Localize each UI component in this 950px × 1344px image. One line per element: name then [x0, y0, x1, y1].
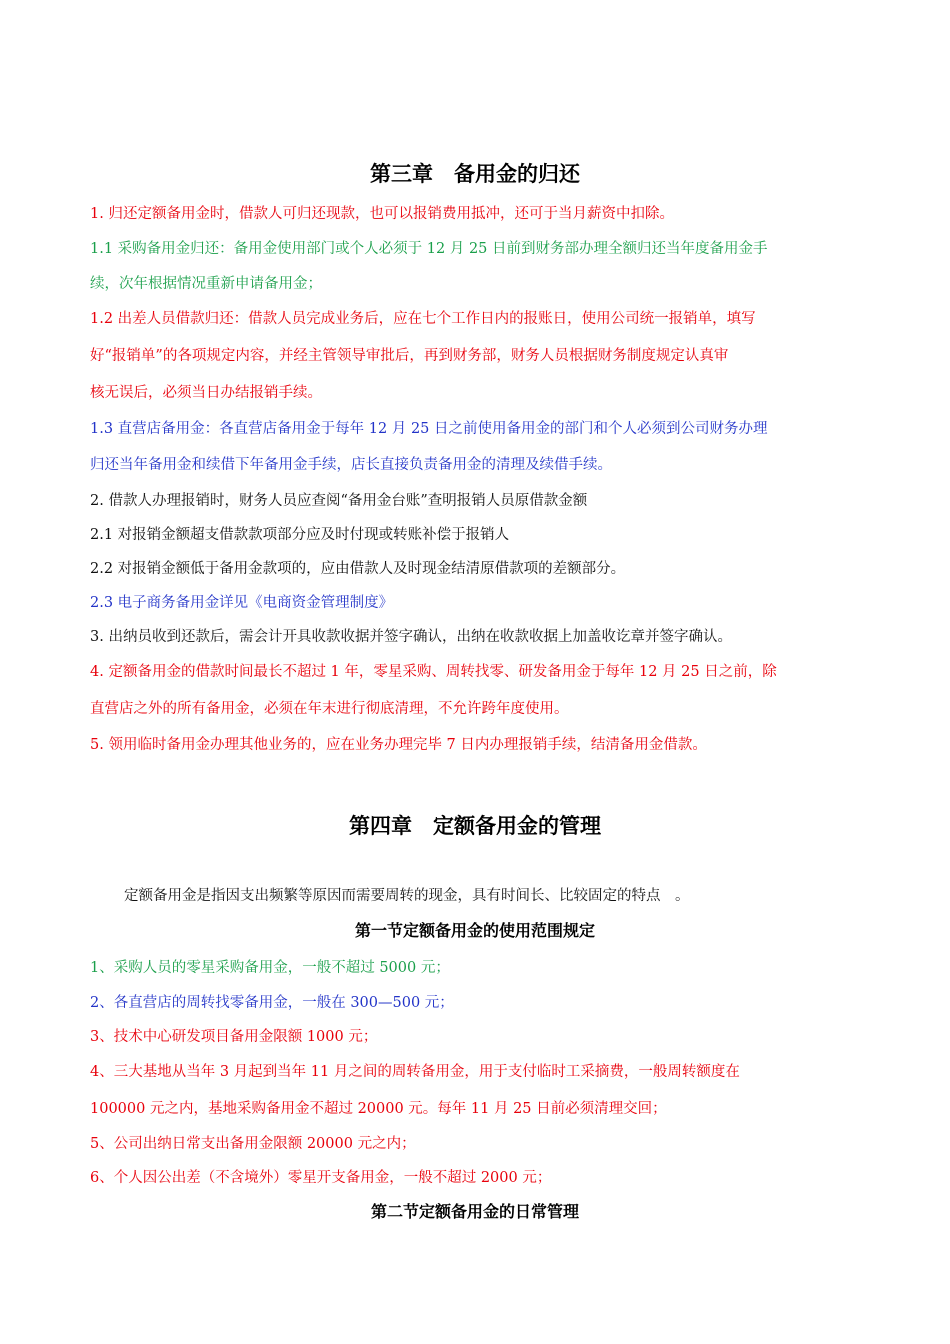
chapter-4-title: 第四章 定额备用金的管理	[349, 814, 601, 838]
paragraph-1-2-line-2: 好“报销单”的各项规定内容，并经主管领导审批后，再到财务部，财务人员根据财务制度规定认真审	[90, 348, 729, 364]
paragraph-2-2: 2.2 对报销金额低于备用金款项的，应由借款人及时现金结清原借款项的差额部分。	[90, 561, 626, 577]
scope-item-4-line-2: 100000 元之内，基地采购备用金不超过 20000 元。每年 11 月 25 日前必须清理交回；	[90, 1101, 667, 1117]
paragraph-1: 1. 归还定额备用金时，借款人可归还现款，也可以报销费用抵冲，还可于当月薪资中扣除。	[90, 206, 674, 222]
scope-item-5: 5、公司出纳日常支出备用金限额 20000 元之内；	[90, 1136, 416, 1152]
paragraph-4-line-2: 直营店之外的所有备用金，必须在年末进行彻底清理，不允许跨年度使用。	[90, 701, 569, 717]
scope-item-1: 1、采购人员的零星采购备用金，一般不超过 5000 元；	[90, 960, 450, 976]
section-2-title: 第二节定额备用金的日常管理	[370, 1202, 579, 1221]
paragraph-1-3-line-2: 归还当年备用金和续借下年备用金手续，店长直接负责备用金的清理及续借手续。	[90, 457, 612, 473]
paragraph-1-2-line-1: 1.2 出差人员借款归还：借款人员完成业务后，应在七个工作日内的报账日，使用公司统一报销单，填写	[90, 311, 756, 327]
scope-item-4-line-1: 4、三大基地从当年 3 月起到当年 11 月之间的周转备用金，用于支付临时工采摘费，一般周转额度在	[90, 1064, 740, 1080]
scope-item-6: 6、个人因公出差（不含境外）零星开支备用金，一般不超过 2000 元；	[90, 1170, 552, 1186]
paragraph-3: 3. 出纳员收到还款后，需会计开具收款收据并签字确认，出纳在收款收据上加盖收讫章并签字确认。	[90, 629, 732, 645]
section-1-title: 第一节定额备用金的使用范围规定	[354, 921, 595, 940]
scope-item-3: 3、技术中心研发项目备用金限额 1000 元；	[90, 1029, 378, 1045]
paragraph-1-2-line-3: 核无误后，必须当日办结报销手续。	[90, 385, 322, 401]
paragraph-1-1-line-1: 1.1 采购备用金归还：备用金使用部门或个人必须于 12 月 25 日前到财务部办理全额归还当年度备用金手	[90, 241, 768, 257]
paragraph-2: 2. 借款人办理报销时，财务人员应查阅“备用金台账”查明报销人员原借款金额	[90, 493, 588, 509]
chapter-4-intro: 定额备用金是指因支出频繁等原因而需要周转的现金，具有时间长、比较固定的特点 。	[124, 888, 690, 904]
paragraph-1-1-line-2: 续，次年根据情况重新申请备用金；	[90, 276, 322, 292]
paragraph-4-line-1: 4. 定额备用金的借款时间最长不超过 1 年，零星采购、周转找零、研发备用金于每年 12 月 25 日之前，除	[90, 664, 777, 680]
paragraph-2-3: 2.3 电子商务备用金详见《电商资金管理制度》	[90, 595, 394, 611]
paragraph-1-3-line-1: 1.3 直营店备用金：各直营店备用金于每年 12 月 25 日之前使用备用金的部门和个人必须到公司财务办理	[90, 421, 768, 437]
paragraph-5: 5. 领用临时备用金办理其他业务的，应在业务办理完毕 7 日内办理报销手续，结清备用金借款。	[90, 737, 707, 753]
chapter-3-title: 第三章 备用金的归还	[370, 162, 580, 186]
scope-item-2: 2、各直营店的周转找零备用金，一般在 300—500 元；	[90, 995, 454, 1011]
paragraph-2-1: 2.1 对报销金额超支借款款项部分应及时付现或转账补偿于报销人	[90, 527, 510, 543]
